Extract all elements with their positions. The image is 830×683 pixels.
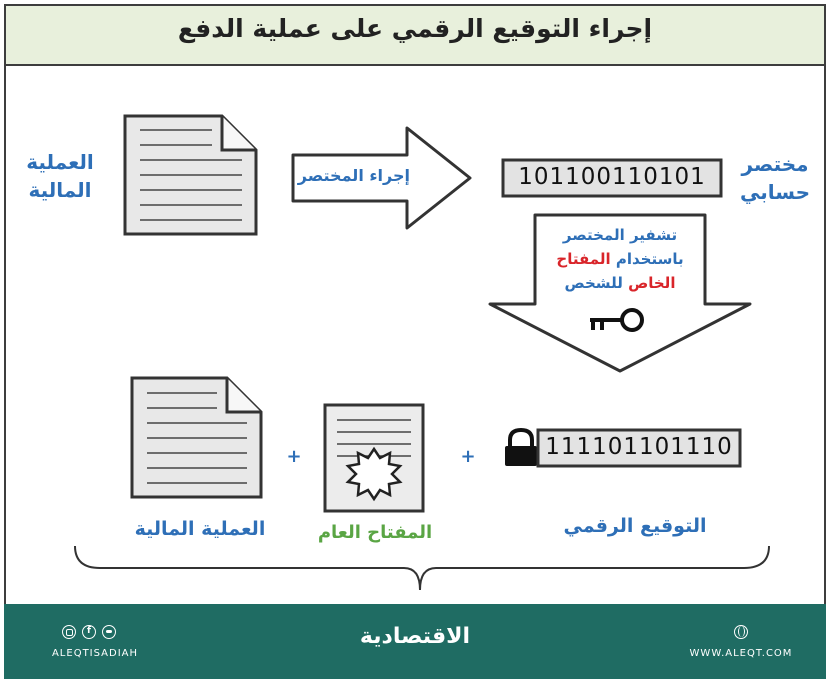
- encrypt-line3-private: الخاص: [628, 274, 676, 292]
- label-hash-digest-line2: حسابي: [739, 180, 811, 204]
- grouping-brace: [75, 546, 769, 590]
- encrypt-line2-key: المفتاح: [556, 250, 611, 268]
- hash-bits-value: 101100110101: [518, 164, 706, 190]
- plus-sign-left: +: [286, 446, 302, 467]
- footer-handle[interactable]: ALEQTISADIAH: [51, 648, 139, 659]
- signature-bits-value: 111101101110: [545, 434, 733, 460]
- label-financial-transaction-bottom: العملية المالية: [134, 518, 266, 540]
- facebook-icon[interactable]: f: [82, 625, 96, 639]
- encrypt-line2: [540, 250, 700, 268]
- encrypt-line2-using: باستخدام: [615, 250, 684, 268]
- page-title: إجراء التوقيع الرقمي على عملية الدفع: [177, 14, 653, 43]
- footer-website[interactable]: WWW.ALEQT.COM: [689, 648, 793, 659]
- document-icon-bottom: [132, 378, 261, 497]
- encrypt-line3-person: للشخص: [564, 274, 623, 292]
- footer-brand-logo: الاقتصادية: [359, 624, 471, 649]
- encrypt-line3: [540, 274, 700, 292]
- plus-sign-right: +: [460, 446, 476, 467]
- twitter-icon[interactable]: [102, 625, 116, 639]
- document-icon-top: [125, 116, 256, 234]
- certificate-icon: [325, 405, 423, 511]
- label-hash-digest-line1: مختصر: [741, 152, 809, 176]
- label-hash-process: إجراء المختصر: [297, 166, 410, 185]
- encrypt-line1: تشفير المختصر: [562, 226, 678, 244]
- label-financial-transaction-line2: المالية: [28, 178, 92, 202]
- instagram-icon[interactable]: [62, 625, 76, 639]
- globe-icon: [734, 625, 748, 639]
- label-public-key: المفتاح العام: [317, 522, 433, 543]
- label-financial-transaction-line1: العملية: [26, 150, 94, 174]
- lock-icon: [505, 430, 537, 466]
- label-digital-signature: التوقيع الرقمي: [563, 515, 707, 537]
